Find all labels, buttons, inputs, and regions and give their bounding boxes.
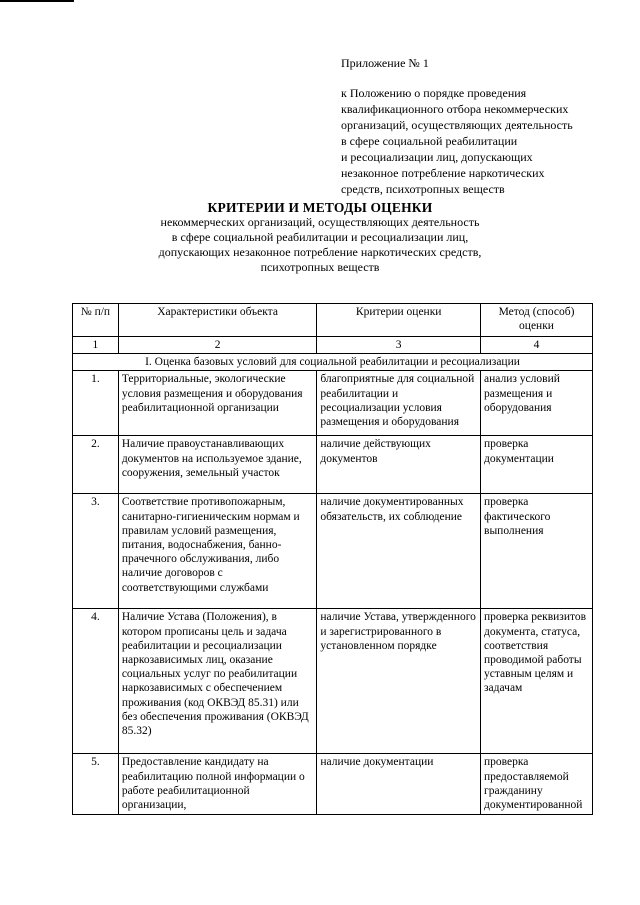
header-criteria: Критерии оценки <box>317 304 481 337</box>
column-number: 2 <box>118 337 317 354</box>
row-number: 3. <box>73 494 119 609</box>
document-subtitle <box>0 215 640 275</box>
header-method: Метод (способ) оценки <box>481 304 593 337</box>
document-title: КРИТЕРИИ И МЕТОДЫ ОЦЕНКИ <box>207 200 433 215</box>
header-number: № п/п <box>73 304 119 337</box>
appendix-line: к Положению о порядке проведения <box>341 86 527 100</box>
row-criteria: благоприятные для социальной реабилитации и ресоциализации условия размещения и оборудования <box>317 371 481 436</box>
appendix-title: Приложение № 1 <box>341 56 429 70</box>
row-method: проверка документации <box>481 436 593 494</box>
row-method: проверка фактического выполнения <box>481 494 593 609</box>
appendix-note <box>341 55 573 197</box>
row-characteristic: Наличие правоустанавливающих документов на используемое здание, сооружения, земельный участок <box>118 436 317 494</box>
appendix-lines <box>341 85 573 197</box>
criteria-table <box>72 303 593 815</box>
appendix-line: квалификационного отбора некоммерческих <box>341 102 569 116</box>
header-characteristic: Характеристики объекта <box>118 304 317 337</box>
row-number: 5. <box>73 754 119 815</box>
appendix-line: организаций, осуществляющих деятельность <box>341 118 573 132</box>
row-number: 1. <box>73 371 119 436</box>
row-method: проверка реквизитов документа, статуса, соответствия проводимой работы уставным целям и задачам <box>481 609 593 754</box>
appendix-line: и ресоциализации лиц, допускающих <box>341 150 533 164</box>
row-criteria: наличие Устава, утвержденного и зарегистрированного в установленном порядке <box>317 609 481 754</box>
column-number-row <box>73 337 593 354</box>
corner-rule <box>0 0 74 2</box>
subtitle-line: некоммерческих организаций, осуществляющих деятельность <box>160 215 480 229</box>
section-title: I. Оценка базовых условий для социальной реабилитации и ресоциализации <box>73 354 593 371</box>
row-characteristic: Наличие Устава (Положения), в котором прописаны цель и задача реабилитации и ресоциализации наркозависимых лиц, оказание социальных услуг по реабилитации наркозависимых с обеспечением проживания (код ОКВЭД 85.31) или без обеспечения проживания (ОКВЭД 85.32) <box>118 609 317 754</box>
subtitle-line: в сфере социальной реабилитации и ресоциализации лиц, <box>171 230 469 244</box>
appendix-line: средств, психотропных веществ <box>341 182 505 196</box>
row-characteristic: Территориальные, экологические условия размещения и оборудования реабилитационной организации <box>118 371 317 436</box>
appendix-line: незаконное потребление наркотических <box>341 166 545 180</box>
table-row <box>73 371 593 436</box>
table-row <box>73 436 593 494</box>
row-number: 2. <box>73 436 119 494</box>
column-number: 3 <box>317 337 481 354</box>
subtitle-line: психотропных веществ <box>260 260 380 274</box>
row-characteristic: Соответствие противопожарным, санитарно-гигиеническим нормам и правилам условий размещения, питания, водоснабжения, банно-прачечного обслуживания, либо наличие договоров с соответствующими службами <box>118 494 317 609</box>
table-row <box>73 494 593 609</box>
section-row <box>73 354 593 371</box>
subtitle-line: допускающих незаконное потребление наркотических средств, <box>158 245 482 259</box>
table-header-row <box>73 304 593 337</box>
row-criteria: наличие документации <box>317 754 481 815</box>
row-characteristic: Предоставление кандидату на реабилитацию полной информации о работе реабилитационной организации, <box>118 754 317 815</box>
column-number: 4 <box>481 337 593 354</box>
row-method: проверка предоставляемой гражданину документированной <box>481 754 593 815</box>
column-number: 1 <box>73 337 119 354</box>
table-row <box>73 609 593 754</box>
table-row <box>73 754 593 815</box>
row-criteria: наличие действующих документов <box>317 436 481 494</box>
row-method: анализ условий размещения и оборудования <box>481 371 593 436</box>
appendix-line: в сфере социальной реабилитации <box>341 134 518 148</box>
row-number: 4. <box>73 609 119 754</box>
row-criteria: наличие документированных обязательств, их соблюдение <box>317 494 481 609</box>
